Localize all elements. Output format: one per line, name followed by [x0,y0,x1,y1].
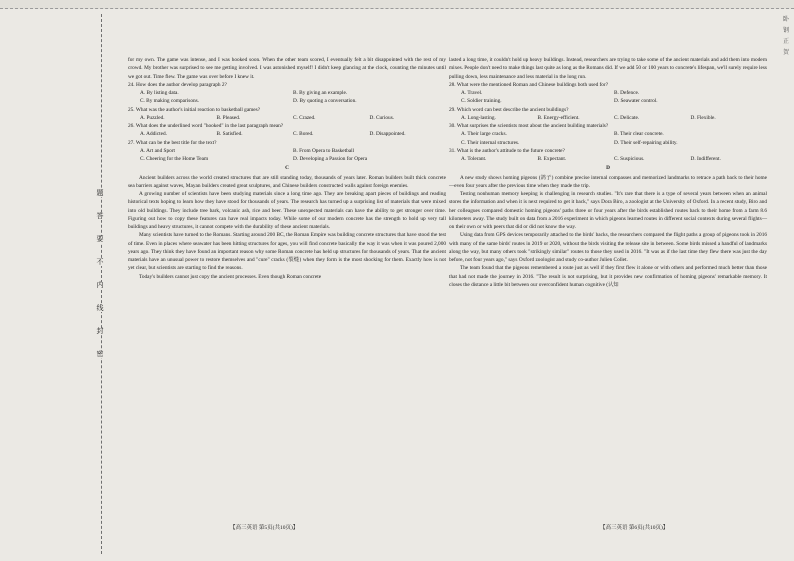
edge-mark: 钢 [783,28,790,34]
answer-option: B. By giving an example. [293,90,348,96]
right-column [449,56,767,289]
binding-label: 密 [93,351,107,358]
question-stem: 24. How does the author develop paragraph 2? [128,81,227,88]
question-stem: 27. What can be the best title for the text? [128,139,217,146]
question-stem: 29. Which word can best describe the ancient buildings? [449,106,569,113]
binding-label: 题 [93,190,107,197]
section-c-label: C [285,165,289,172]
answer-option: B. Energy-efficient. [537,114,580,121]
question-stem: 26. What does the underlined word "hooked" in the last paragraph mean? [128,123,284,129]
question-options [128,130,446,138]
answer-option: A. Art and Sport [140,147,176,154]
answer-option: C. By making comparisons. [140,98,199,105]
passage-paragraph: Ancient builders across the world created structures that are still standing today, thousands of years later. Roman builders built thick concrete sea barriers against waves, Mayan builders created great sculptures, and Chinese builders constructed walls against foreign enemies. [128,174,446,189]
answer-option: B. From Opera to Basketball [293,147,355,154]
answer-option: D. Flexible. [690,114,716,121]
page-top-edge [0,0,794,9]
passage-paragraph: Many scientists have turned to the Romans. Starting around 200 BC, the Roman Empire was building concrete structures that have stood the test of time. Even in places where seawater has been hitting structures for ages, you will find concrete basically the way it was when it was poured 2,000 years ago. They think they have found an important reason why some Roman concrete has held up structures for thousands of years. That the ancient materials have an unusual power to restore themselves and "cure" cracks (裂缝) when they form is the most shocking for them. Exactly how is not yet clear, but scientists are starting to find the reasons. [128,232,446,272]
answer-option: A. Tolerant. [461,156,487,162]
passage-paragraph: Today's builders cannot just copy the ancient processes. Even though Roman concrete [139,273,322,280]
answer-option: A. Long-lasting. [461,114,496,121]
question-stem: 31. What is the author's attitude to the future concrete? [449,147,565,154]
right-page-footer: 【高三英语 第6页(共10页)】 [600,525,669,531]
answer-option: A. Their large cracks. [461,131,507,138]
question-options [128,147,446,164]
passage-paragraph: The team found that the pigeons remembered a route just as well if they first flew it alone or with others and performed much better than those that had not made the journey in 2016. "The result is not surprising, but it provides new confirmation of homing pigeons' remarkable memory. It closes the distance a little bit between our overconfident human cognitive (认知 [449,265,767,288]
binding-label: 内 [93,282,107,289]
left-column [128,56,446,281]
question-stem: 28. What were the mentioned Roman and Chinese buildings both used for? [449,81,609,88]
answer-option: D. Curious. [369,114,395,121]
answer-option: A. By listing data. [140,90,179,96]
answer-option: D. Developing a Passion for Opera [293,156,368,162]
binding-label: 线 [93,305,107,312]
question-options [449,114,767,122]
answer-option: C. Soldier training. [461,98,502,105]
answer-option: B. Satisfied. [216,131,243,138]
left-page-footer: 【高三英语 第5页(共10页)】 [230,525,299,531]
answer-option: C. Suspicious. [614,156,645,162]
answer-option: B. Their clear concrete. [614,131,664,138]
binding-label: 封 [93,328,107,335]
question-options [449,155,767,163]
question-options [449,89,767,106]
passage-paragraph: A new study shows homing pigeons (鸽子) combine precise internal compasses and memorized landmarks to retrace a path back to their home—even four years after the previous time when they made the trip. [449,174,767,189]
passage-text: lasted a long time, it couldn't hold up heavy buildings. Instead, researchers are trying to take some of the ancient materials and add them into modern mixes. People don't need to make things last quite as long as the Romans did. If we add 50 or 100 years to concrete's lifespan, we'll surely require less pulling down, less maintenance and less material in the long run. [449,57,767,80]
answer-option: D. Disappointed. [369,131,406,138]
question-options [128,89,446,106]
passage-paragraph: Testing nonhuman memory keeping is challenging in research studies. "It's rare that there is a type of several years between when an animal stores the information and when it is next required to get it back," says Dora Biro, a zoologist at the University of Oxford. In a recent study, Biro and her colleagues compared domestic homing pigeons' paths three or four years after the birds established routes back to their home from a farm 8.6 kilometers away. The study built on data from a 2016 experiment in which pigeons learned routes in different social contexts during several flights—on their own or with peers that did or did not know the way. [449,191,767,230]
binding-label: 要 [93,236,107,243]
edge-mark: 正 [783,39,790,45]
answer-option: B. Expectant. [537,156,567,162]
answer-option: D. Seawater control. [614,98,658,105]
answer-option: C. Their internal structures. [461,139,520,146]
edge-mark: 贺 [783,50,790,56]
question-options [449,130,767,147]
answer-option: A. Travel. [461,90,483,96]
answer-option: D. Indifferent. [690,156,721,162]
question-stem: 25. What was the author's initial reaction to basketball games? [128,106,261,113]
passage-paragraph: A growing number of scientists have been studying materials since a long time ago. They are breaking apart pieces of buildings and reading historical texts hoping to learn how they have stood for thousands of years. The research has turned up a surprising list of materials that were mixed into old buildings. They include tree bark, volcanic ash, rice and beer. These unexpected materials can have the ability to get stronger over time. Figuring out how to copy these features can have real impacts today. While some of our modern concrete has the strength to hold up very tall buildings and heavy structures, it cannot compete with the durability of these ancient materials. [128,191,446,230]
passage-paragraph: Using data from GPS devices temporarily attached to the birds' backs, the researchers compared the flight paths a group of pigeons took in 2016 with many of the same birds' routes in 2019 or 2020, without the birds visiting the release site in between. Some birds missed a handful of landmarks along the way, but many others took "strikingly similar" routes to those they used in 2016. "It was as if the last time they flew there was just the day before, not four years ago," says Oxford zoologist and study co-author Julien Collet. [449,232,767,263]
question-stem: 30. What surprises the scientists most about the ancient building materials? [449,123,609,129]
answer-option: C. Cheering for the Home Team [140,156,209,162]
answer-option: C. Delicate. [614,114,640,121]
question-options [128,114,446,122]
answer-option: C. Crazed. [293,114,316,121]
answer-option: A. Puzzled. [140,114,165,121]
answer-option: B. Pleased. [216,114,241,121]
answer-option: D. By quoting a conversation. [293,98,357,105]
edge-mark: 卧 [783,17,790,23]
section-d-label: D [606,165,610,172]
answer-option: D. Their self-repairing ability. [614,139,678,146]
answer-option: B. Defence. [614,90,640,96]
binding-label: 答 [93,213,107,220]
answer-option: C. Bored. [293,131,314,138]
passage-text: for my own. The game was intense, and I was hooked soon. When the other team scored, I eventually felt a bit disappointed with the rest of my crowd. My brother was surprised to see me getting involved. I was astonished myself! I didn't keep glancing at the clock, counting the minutes until we got out. Time flew. The game was over before I knew it. [128,57,446,80]
answer-option: A. Addicted. [140,131,167,138]
binding-label: 不 [93,259,107,266]
